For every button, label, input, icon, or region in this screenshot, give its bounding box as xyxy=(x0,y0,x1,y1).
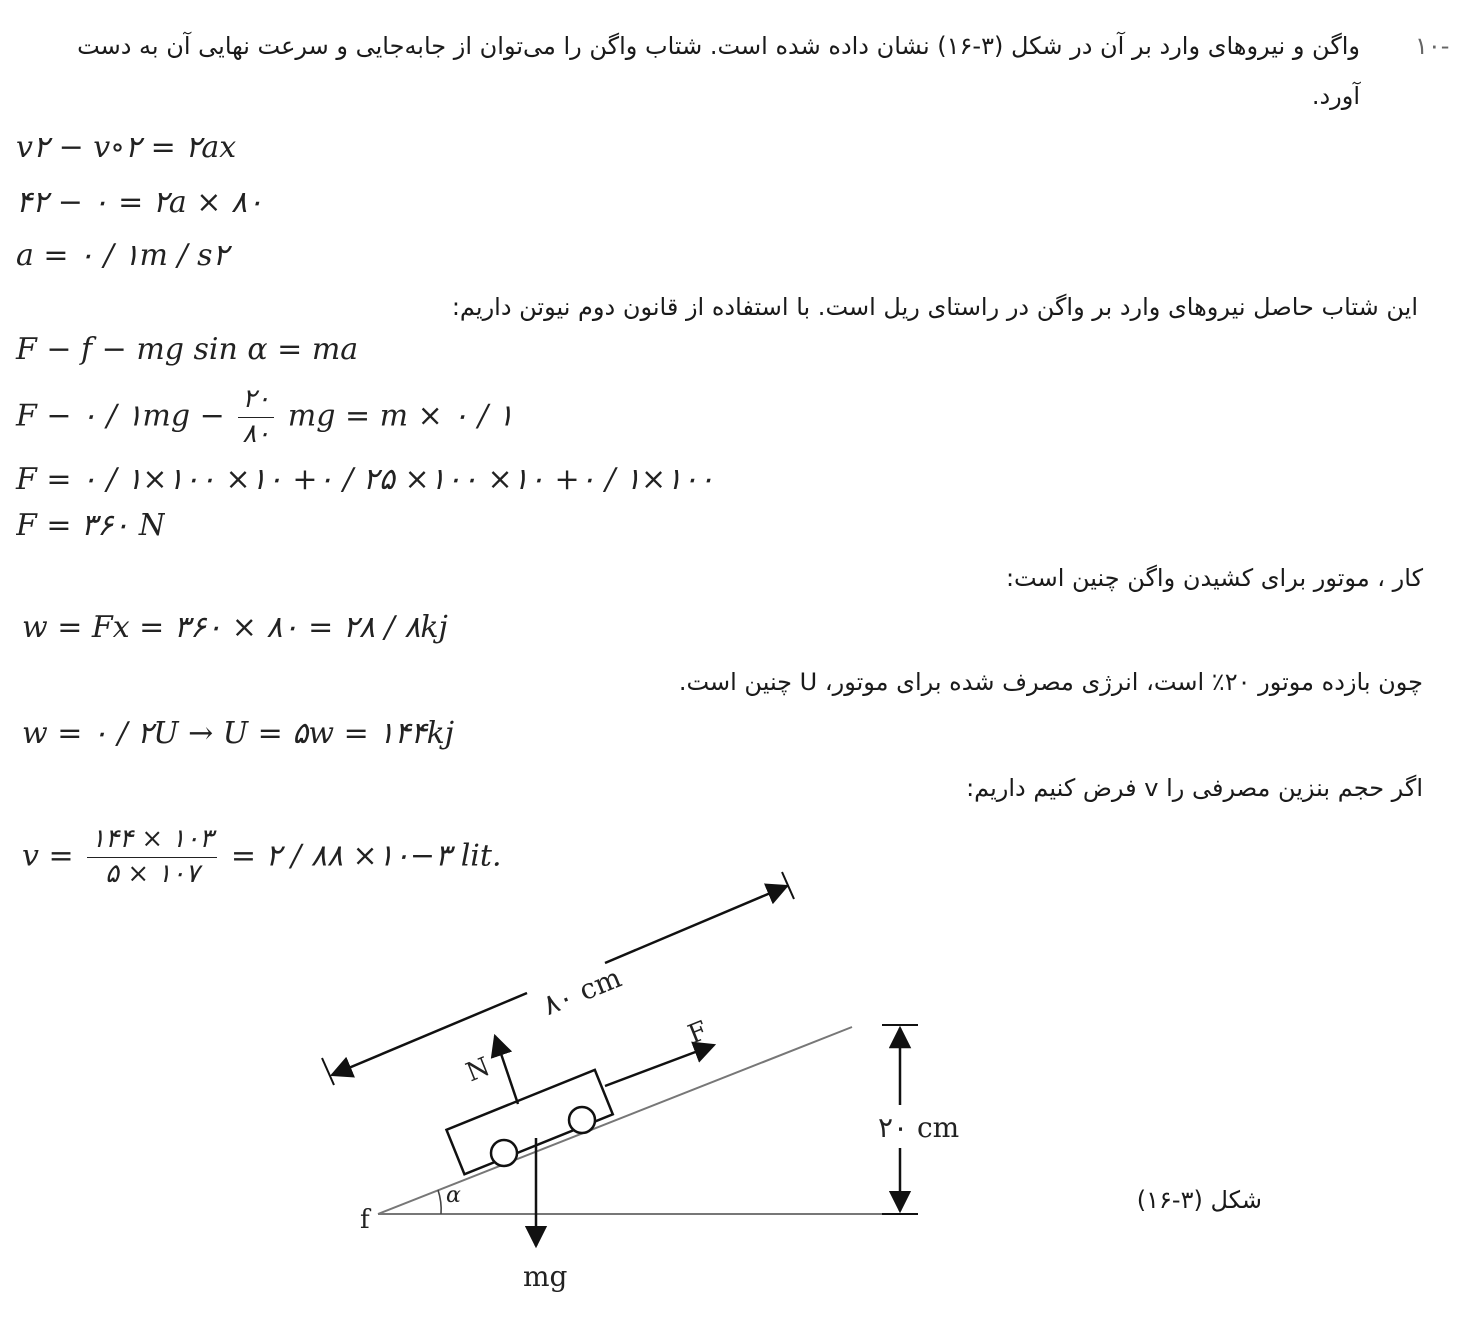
fraction-numerator: ۲۰ xyxy=(238,385,274,418)
angle-label: α xyxy=(446,1183,461,1208)
equation-volume-left: v = xyxy=(22,838,74,874)
length-tick-right xyxy=(782,872,794,899)
equation-substitution: ۴۲ − ۰ = ۲a × ۸۰ xyxy=(16,185,264,220)
wagon-wheel-rear xyxy=(491,1140,517,1166)
friction-label: f xyxy=(360,1205,370,1235)
text-efficiency: چون بازده موتور ۲۰٪ است، انرژی مصرف شده برای موتور، U چنین است. xyxy=(678,668,1423,696)
fraction-volume-numerator: ۱۴۴ × ۱۰۳ xyxy=(87,825,217,858)
equation-kinematics: v۲ − v∘۲ = ۲ax xyxy=(16,130,237,165)
force-F-label: F xyxy=(684,1015,712,1051)
length-label: ۸۰ cm xyxy=(538,960,626,1022)
equation-newton-substituted-right: mg = m × ۰ / ۱ xyxy=(287,398,514,434)
text-work: کار ، موتور برای کشیدن واگن چنین است: xyxy=(1005,564,1423,592)
force-N-label: N xyxy=(462,1051,495,1089)
equation-energy: w = ۰ / ۲U → U = ۵w = ۱۴۴kj xyxy=(22,716,455,751)
height-label: ۲۰ cm xyxy=(878,1111,960,1144)
equation-newton-substituted-left: F − ۰ / ۱mg − xyxy=(16,398,225,434)
force-N-arrow xyxy=(495,1036,518,1104)
equation-work: w = Fx = ۳۶۰ × ۸۰ = ۲۸ / ۸kj xyxy=(22,610,448,645)
angle-arc xyxy=(438,1190,441,1214)
problem-text-line2: آورد. xyxy=(1311,82,1360,110)
fraction-volume-denominator: ۵ × ۱۰۷ xyxy=(105,858,200,889)
length-arrow-left xyxy=(332,993,527,1075)
length-arrow-right xyxy=(605,886,787,963)
equation-newton: F − f − mg sin α = ma xyxy=(16,332,359,367)
text-newton-law: این شتاب حاصل نیروهای وارد بر واگن در راستای ریل است. با استفاده از قانون دوم نیوتن داریم: xyxy=(451,293,1418,321)
equation-force-numeric: F = ۰ / ۱×۱۰۰ ×۱۰ +۰ / ۲۵ ×۱۰۰ ×۱۰ +۰ / ۱×۱۰۰ xyxy=(16,462,715,497)
weight-label: mg xyxy=(523,1260,568,1293)
equation-force-result-text: F = ۳۶۰ N xyxy=(16,508,166,536)
fraction-denominator: ۸۰ xyxy=(242,418,271,449)
equation-volume-right: = ۲ / ۸۸ ×۱۰−۳ lit. xyxy=(230,838,502,874)
problem-number: ۱۰- xyxy=(1415,32,1450,60)
figure-caption: شکل (۳-۱۶) xyxy=(1136,1186,1262,1214)
equation-acceleration: a = ۰ / ۱m / s۲ xyxy=(16,238,229,273)
problem-text-line1: واگن و نیروهای وارد بر آن در شکل (۳-۱۶) نشان داده شده است. شتاب واگن را می‌توان از جابه‌جایی و سرعت نهایی آن به دست xyxy=(77,32,1360,60)
text-volume: اگر حجم بنزین مصرفی را v فرض کنیم داریم: xyxy=(966,774,1423,802)
force-F-arrow xyxy=(605,1045,714,1086)
length-tick-left xyxy=(322,1058,334,1085)
wagon-wheel-front xyxy=(569,1107,595,1133)
